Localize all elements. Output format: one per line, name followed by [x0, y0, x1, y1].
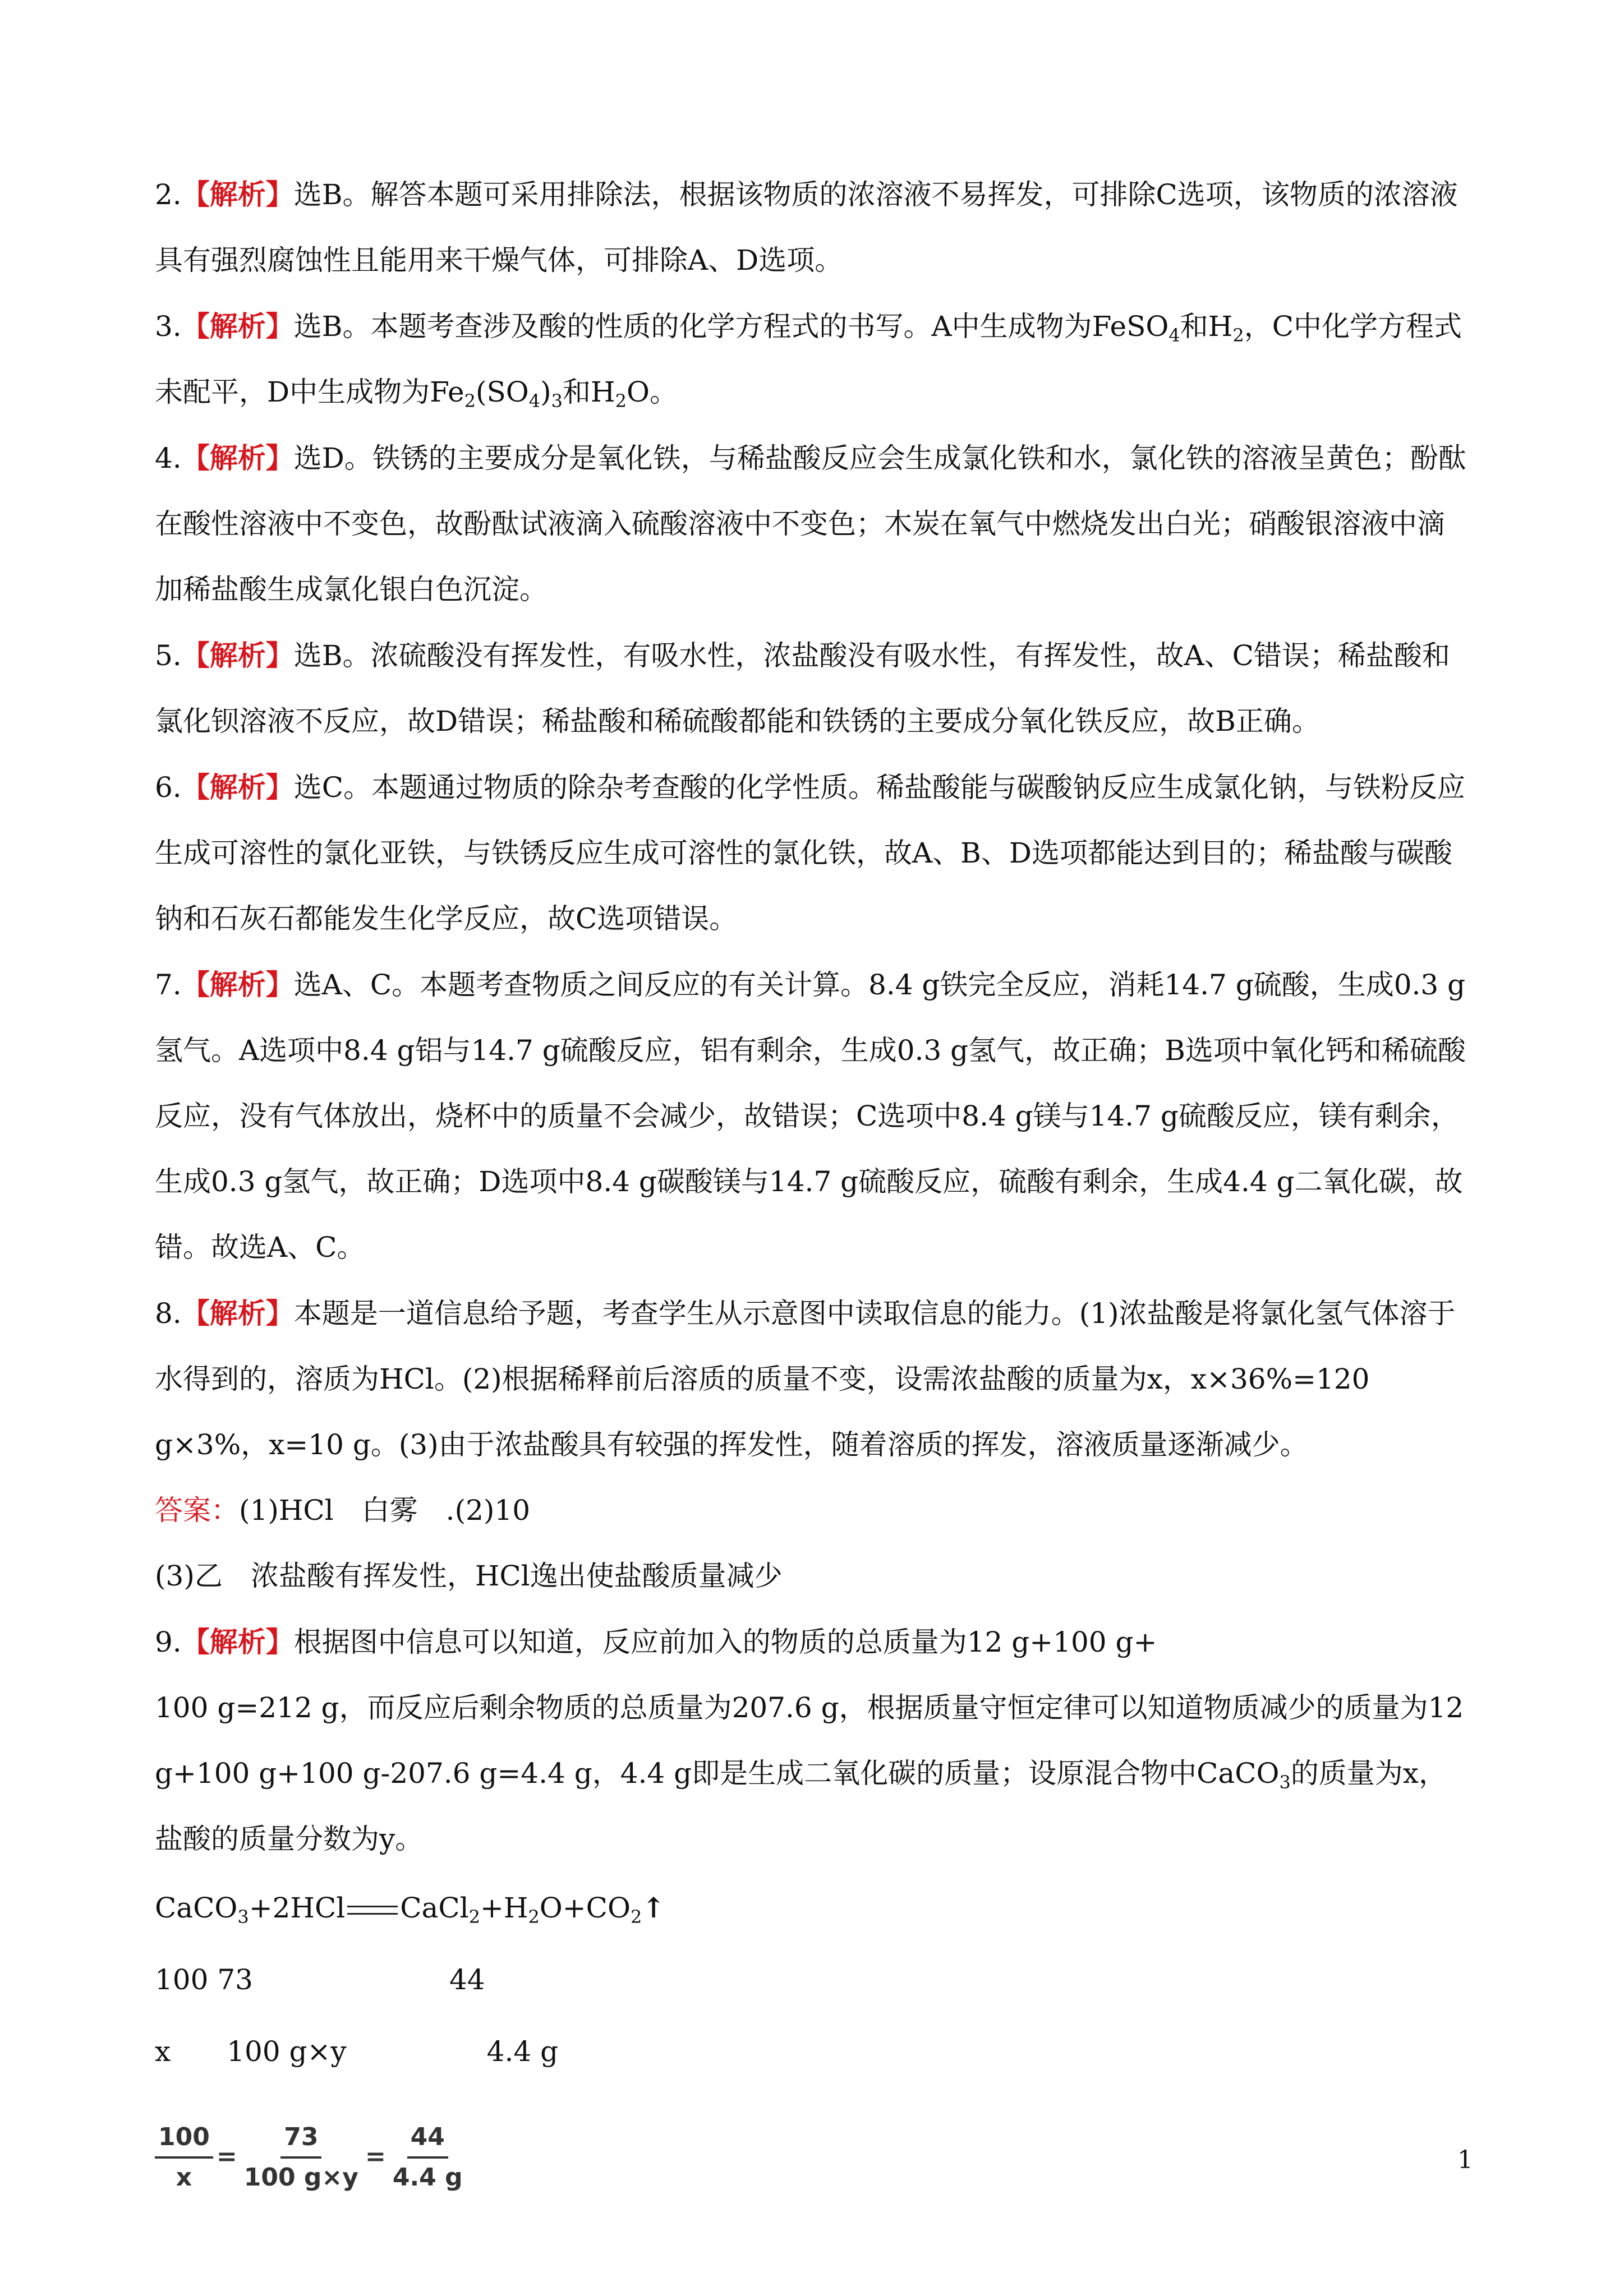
subscript: 2 [464, 390, 476, 412]
item-number: 8. [155, 1297, 182, 1330]
eq-product: CaCl [400, 1892, 469, 1924]
analysis-tag: 【解析】 [181, 1625, 294, 1658]
answer-8-line1 [155, 1478, 1467, 1543]
solution-item-9-line1 [155, 1609, 1467, 1675]
subscript: 3 [237, 1906, 249, 1928]
analysis-tag: 【解析】 [181, 1297, 294, 1330]
solution-item-3 [155, 293, 1467, 425]
subscript: 2 [468, 1906, 480, 1928]
item-number: 6. [155, 771, 182, 804]
analysis-tag: 【解析】 [181, 441, 294, 474]
solution-item-5 [155, 623, 1467, 754]
item-number: 2. [155, 178, 182, 211]
subscript: 2 [528, 1906, 540, 1928]
item-text: 和H [1180, 310, 1233, 343]
solution-item-4 [155, 425, 1467, 623]
equals-sign-double-line [347, 1906, 398, 1915]
equals-sign: = [365, 2142, 386, 2171]
equals-sign: = [216, 2142, 237, 2171]
item-number: 3. [155, 310, 182, 343]
item-text: 选D。铁锈的主要成分是氧化铁，与稀盐酸反应会生成氯化铁和水，氯化铁的溶液呈黄色；酚酞在酸性溶液中不变色，故酚酞试液滴入硫酸溶液中不变色；木炭在氧气中燃烧发出白光；硝酸银溶液中滴加稀盐酸生成氯化银白色沉淀。 [155, 442, 1466, 606]
page-number: 1 [1457, 2146, 1473, 2174]
analysis-tag: 【解析】 [181, 771, 294, 804]
solution-item-2 [155, 162, 1467, 293]
eq-reactant: +2HCl [249, 1892, 346, 1924]
numerator: 44 [407, 2122, 448, 2159]
answer-8-line2 [155, 1543, 1467, 1609]
solutions-content [155, 162, 1467, 2211]
subscript: 4 [528, 390, 541, 412]
gas-arrow-icon: ↑ [642, 1891, 666, 1924]
solution-item-8 [155, 1280, 1467, 1478]
fraction-3 [389, 2122, 466, 2193]
solution-item-6 [155, 754, 1467, 952]
chemical-equation [155, 1872, 1467, 1944]
proportion-fractions [155, 2104, 1467, 2211]
item-text: (SO [476, 376, 529, 408]
item-text: 选B。解答本题可采用排除法，根据该物质的浓溶液不易挥发，可排除C选项，该物质的浓溶液具有强烈腐蚀性且能用来干燥气体，可排除A、D选项。 [155, 178, 1458, 276]
analysis-tag: 【解析】 [181, 178, 294, 211]
subscript: 2 [630, 1906, 642, 1928]
solution-item-9-body [155, 1675, 1467, 1872]
item-text: 选A、C。本题考查物质之间反应的有关计算。8.4 g铁完全反应，消耗14.7 g硫酸，生成0.3 g氢气。A选项中8.4 g铝与14.7 g硫酸反应，铝有剩余，生成0.3 g氢气，故正确；B选项中氧化钙和稀硫酸反应，没有气体放出，烧杯中的质量不会减少，故错误；C选项中8.4 g镁与14.7 g硫酸反应，镁有剩余，生成0.3 g氢气，故正确；D选项中8.4 g碳酸镁与14.7 g硫酸反应，硫酸有剩余，生成4.4 g二氧化碳，故错。故选A、C。 [155, 969, 1466, 1264]
subscript: 3 [551, 390, 563, 412]
item-text: 选B。浓硫酸没有挥发性，有吸水性，浓盐酸没有吸水性，有挥发性，故A、C错误；稀盐酸和氯化钡溶液不反应，故D错误；稀盐酸和稀硫酸都能和铁锈的主要成分氧化铁反应，故B正确。 [155, 639, 1450, 737]
fraction-2 [241, 2122, 362, 2193]
item-text: 选C。本题通过物质的除杂考查酸的化学性质。稀盐酸能与碳酸钠反应生成氯化钠，与铁粉反应生成可溶性的氯化亚铁，与铁锈反应生成可溶性的氯化铁，故A、B、D选项都能达到目的；稀盐酸与碳酸钠和石灰石都能发生化学反应，故C选项错误。 [155, 771, 1465, 935]
eq-product: +H [480, 1892, 528, 1924]
item-number: 9. [155, 1626, 182, 1658]
analysis-tag: 【解析】 [181, 968, 294, 1001]
denominator: x [176, 2163, 192, 2192]
item-number: 7. [155, 969, 182, 1001]
numerator: 100 [155, 2122, 213, 2159]
solution-item-7 [155, 952, 1467, 1280]
equation-variables-row: x 100 g×y 4.4 g [155, 2035, 559, 2068]
denominator: 4.4 g [392, 2163, 463, 2192]
denominator: 100 g×y [243, 2163, 358, 2192]
numerator: 73 [280, 2122, 321, 2159]
eq-reactant: CaCO [155, 1892, 238, 1924]
item-text: ) [540, 376, 551, 408]
answer-text: (3)乙 浓盐酸有挥发性，HCl逸出使盐酸质量减少 [155, 1560, 783, 1592]
subscript: 2 [615, 390, 627, 412]
eq-product: O+CO [539, 1892, 631, 1924]
item-number: 5. [155, 639, 182, 672]
subscript: 4 [1168, 325, 1180, 346]
subscript: 2 [1232, 325, 1244, 346]
equation-masses-row: 100 73 44 [155, 1963, 485, 1996]
item-text: 选B。本题考查涉及酸的性质的化学方程式的书写。A中生成物为FeSO [293, 310, 1169, 343]
item-number: 4. [155, 442, 182, 474]
item-text: O。 [626, 376, 678, 408]
item-text: ，C中化学方程式未配平，D中生成物为Fe [155, 310, 1462, 408]
analysis-tag: 【解析】 [181, 639, 294, 672]
subscript: 3 [1279, 1772, 1291, 1793]
item-text: 本题是一道信息给予题，考查学生从示意图中读取信息的能力。(1)浓盐酸是将氯化氢气体溶于水得到的，溶质为HCl。(2)根据稀释前后溶质的质量不变，设需浓盐酸的质量为x，x×36%=120 g×3%，x=10 g。(3)由于浓盐酸具有较强的挥发性，随着溶质的挥发，溶液质量逐渐减少。 [155, 1297, 1456, 1461]
item-text: 的质量为x，盐酸的质量分数为y。 [155, 1757, 1447, 1855]
answer-label: 答案： [155, 1494, 239, 1527]
item-text: 根据图中信息可以知道，反应前加入的物质的总质量为12 g+100 g+ [293, 1626, 1157, 1658]
answer-text: (1)HCl 白雾 .(2)10 [239, 1494, 531, 1527]
item-text: 100 g=212 g，而反应后剩余物质的总质量为207.6 g，根据质量守恒定律可以知道物质减少的质量为12 g+100 g+100 g-207.6 g=4.4 g，4.4 g即是生成二氧化碳的质量；设原混合物中CaCO [155, 1691, 1464, 1790]
fraction-1 [155, 2122, 213, 2193]
analysis-tag: 【解析】 [181, 310, 294, 343]
item-text: 和H [563, 376, 615, 408]
